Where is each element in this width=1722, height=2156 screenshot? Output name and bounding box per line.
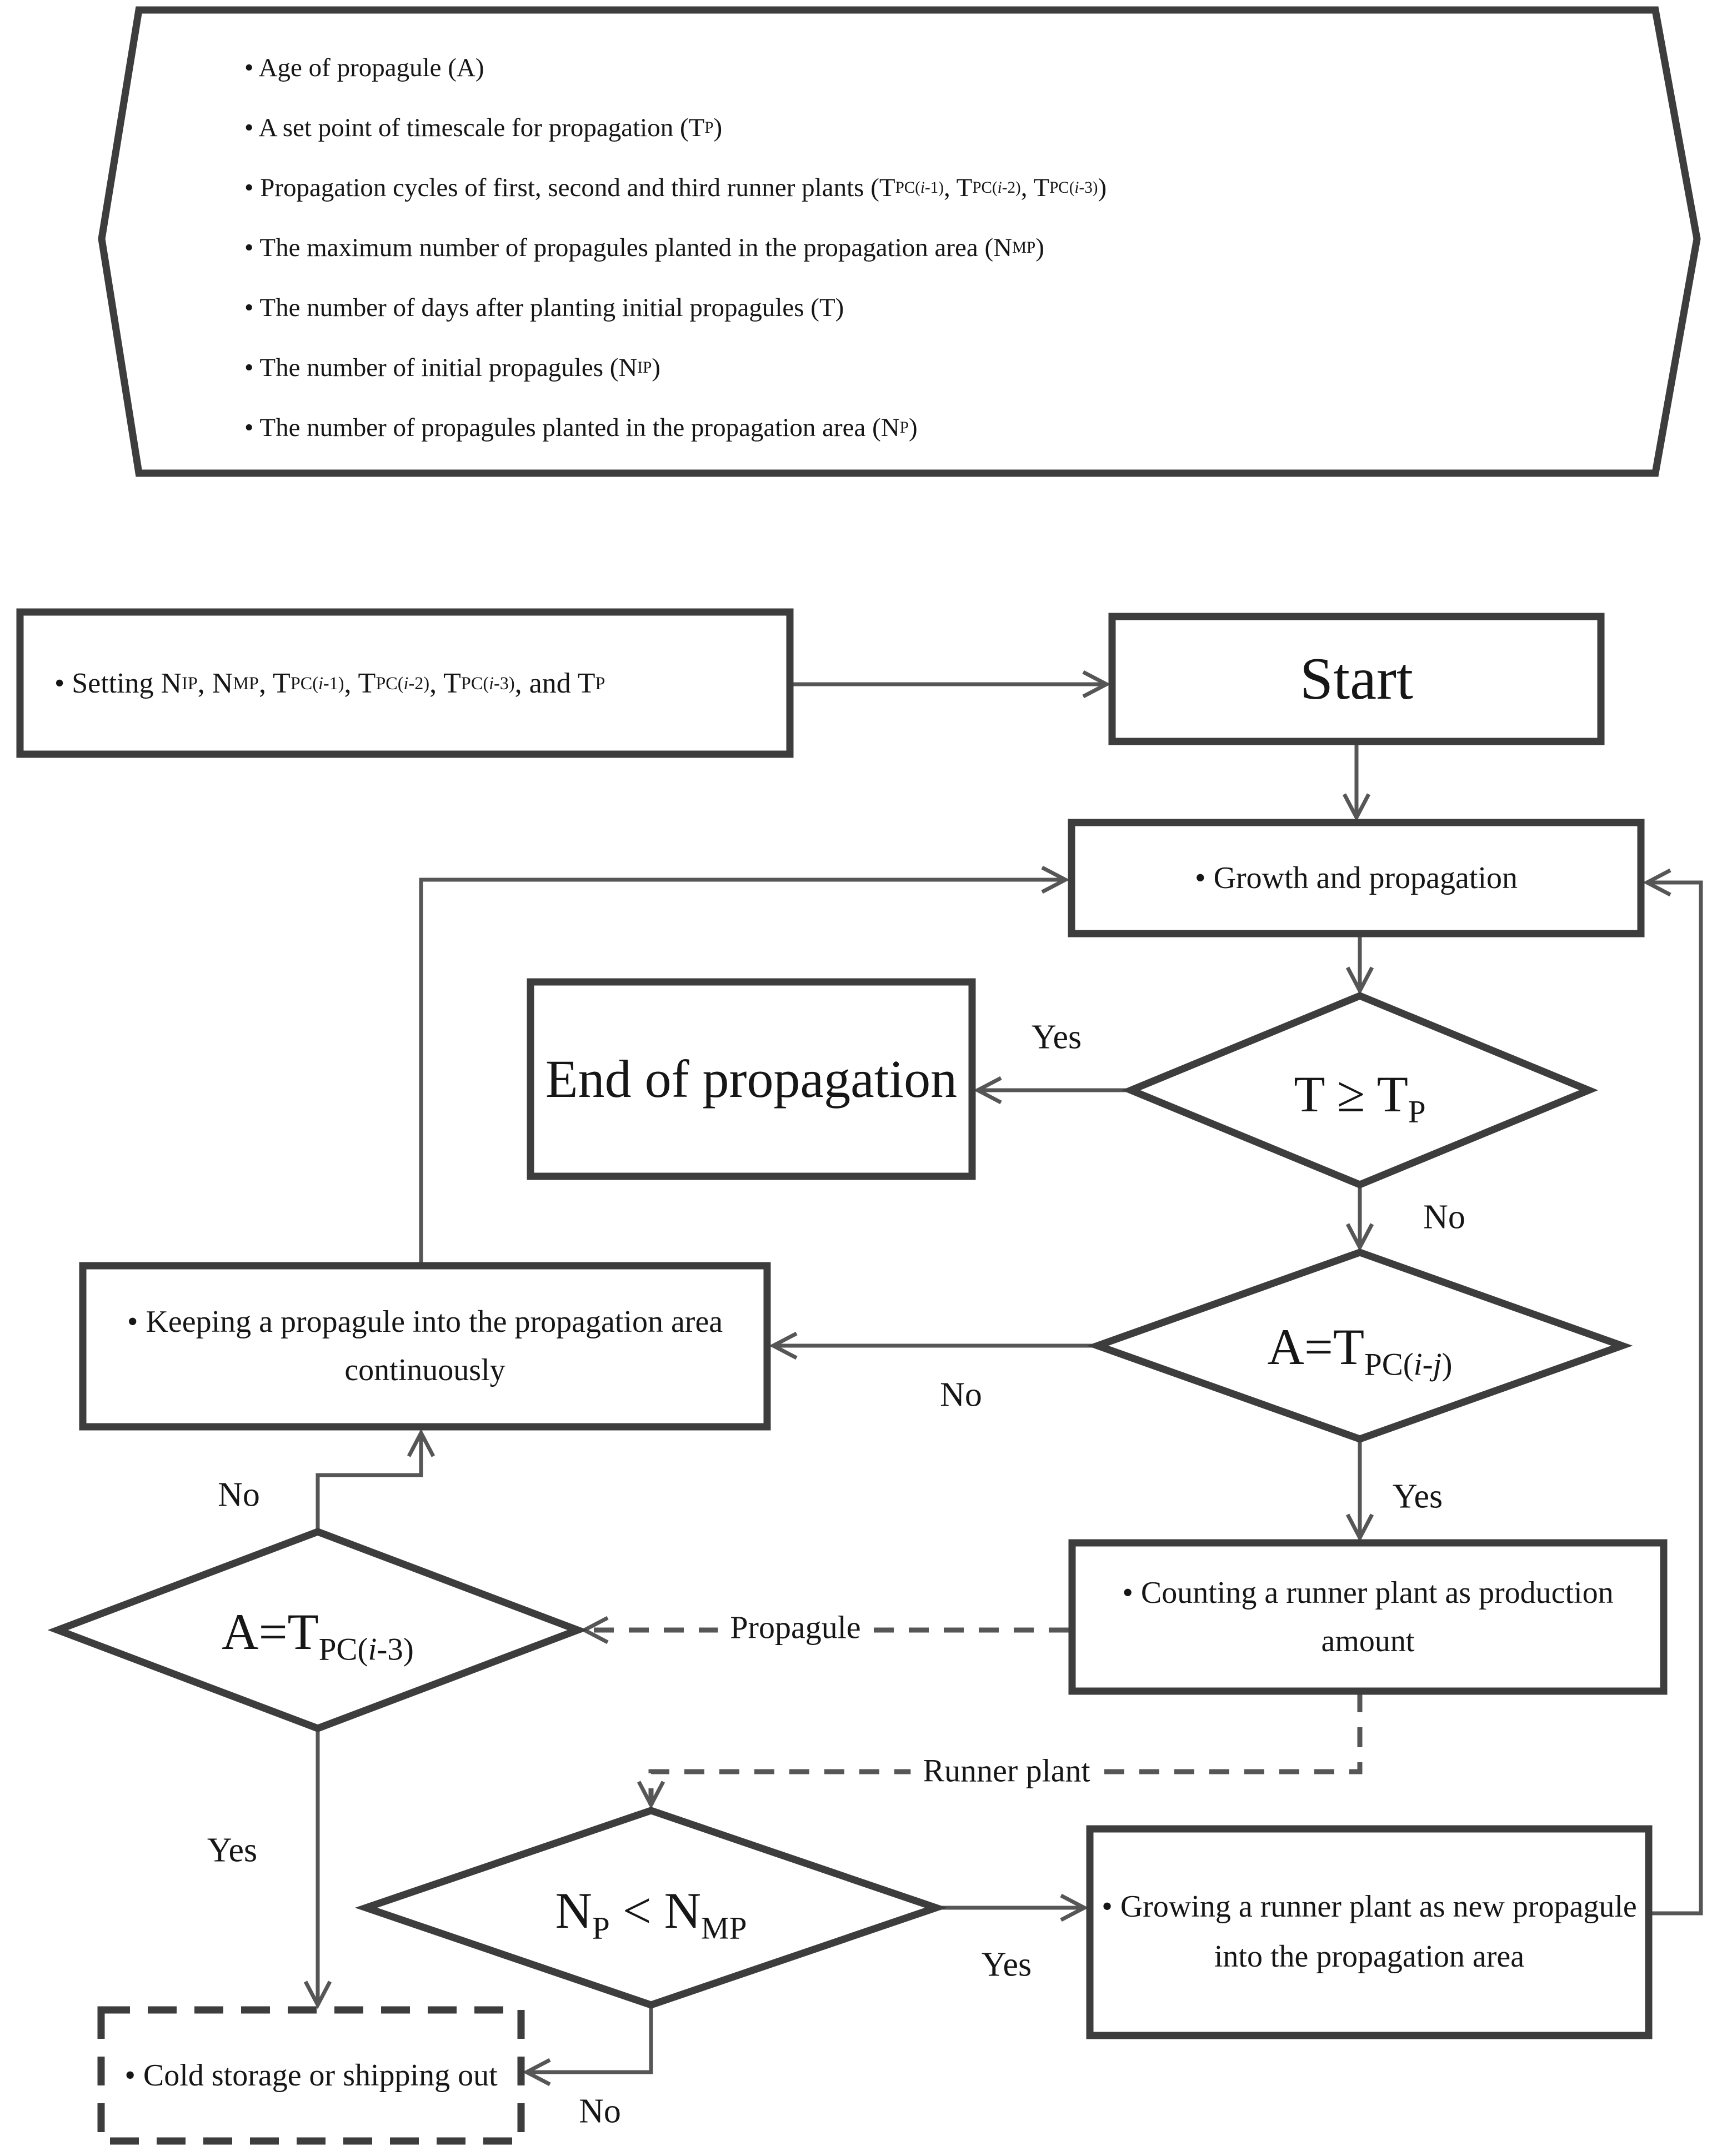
input-list-item: • The number of days after planting initial propagules (T) — [244, 293, 844, 322]
growth-box-label: • Growth and propagation — [1194, 861, 1518, 895]
age-ij-decision-label: $A=T_{PC(i-j)}$ — [1267, 1318, 1453, 1382]
edge-capacity-no-to-cold — [527, 2006, 651, 2072]
input-list-item: • The number of propagules planted in the propagation area (N P ) — [244, 413, 918, 442]
edge-label-time-no: No — [1423, 1198, 1465, 1236]
capacity-decision-label: $N_P < N_{MP}$ — [555, 1882, 747, 1946]
input-list-item: • Age of propagule (A) — [244, 53, 484, 82]
input-list-item: • The number of initial propagules (N IP ) — [244, 353, 660, 382]
growing-box-label: • Growing a runner plant as new propagule into the propagation area — [1102, 1889, 1637, 1974]
edge-label-capacity-yes: Yes — [981, 1946, 1032, 1984]
setting-box-label: • Setting N IP , N MP , T PC(i-1) , T PC(i-2) , T PC(i-3) , and T P — [54, 667, 605, 699]
edge-label-age-ij-yes: Yes — [1392, 1477, 1443, 1516]
input-list-item: • Propagation cycles of first, second and third runner plants (T PC(i-1) , T PC(i-2) , T PC(i-3) ) — [244, 173, 1107, 202]
input-list-item: • The maximum number of propagules planted in the propagation area (N MP ) — [244, 233, 1044, 262]
edge-label-age-i3-no: No — [218, 1476, 260, 1514]
start-box-label: Start — [1300, 645, 1413, 712]
edge-label-capacity-no: No — [579, 2092, 621, 2130]
edge-label-runner-plant: Runner plant — [910, 1752, 1102, 1789]
edge-label-propagule: Propagule — [718, 1609, 873, 1646]
edge-growing-loop-to-growth — [1647, 883, 1701, 1913]
cold-storage-box-label: • Cold storage or shipping out — [124, 2058, 498, 2093]
edge-label-age-i3-yes: Yes — [207, 1831, 258, 1869]
edge-age-i3-no-to-keeping — [318, 1433, 421, 1531]
edge-label-age-ij-no: No — [940, 1376, 982, 1414]
time-decision-label: $T \ge T_P$ — [1294, 1066, 1426, 1130]
age-i3-decision-label: $A=T_{PC(i-3)}$ — [222, 1603, 414, 1667]
counting-box-label: • Counting a runner plant as production amount — [1122, 1575, 1614, 1658]
keeping-box-label: • Keeping a propagule into the propagation area continuously — [127, 1305, 723, 1387]
edge-label-time-yes: Yes — [1031, 1018, 1082, 1056]
input-list-item: • A set point of timescale for propagation (T P ) — [244, 113, 723, 142]
end-box-label: End of propagation — [545, 1049, 958, 1109]
